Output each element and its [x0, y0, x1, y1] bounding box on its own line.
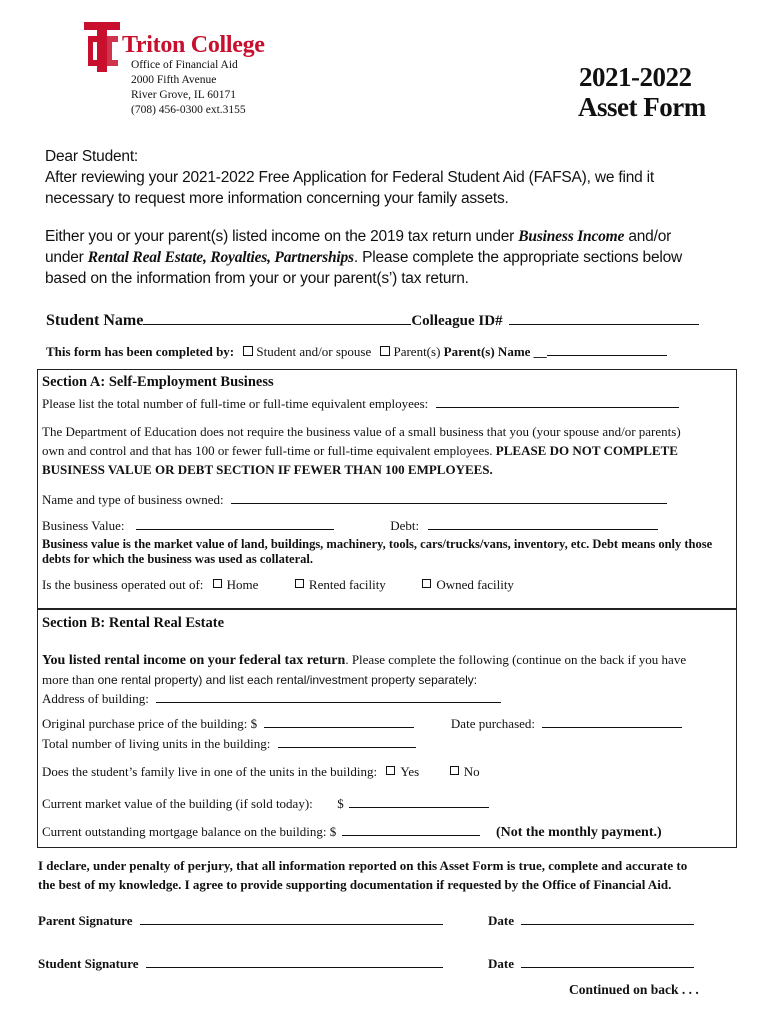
- declaration-line-1: I declare, under penalty of perjury, that all information reported on this Asset Form is true, complete and accurate to: [38, 858, 688, 873]
- department-notice: [42, 422, 732, 479]
- office-address: [131, 58, 246, 118]
- parent-signature-field[interactable]: [140, 924, 443, 925]
- colleague-id-field[interactable]: [509, 324, 699, 325]
- business-name-field[interactable]: [231, 503, 667, 504]
- completed-by-label: This form has been completed by:: [46, 344, 235, 359]
- mortgage-field[interactable]: [342, 835, 480, 836]
- mortgage-row: [42, 822, 662, 842]
- market-value-label: Current market value of the building (if sold today):: [42, 796, 313, 811]
- parent-name-field[interactable]: [547, 355, 667, 356]
- parent-name-label: Parent(s) Name __: [443, 344, 547, 359]
- continued-on-back: Continued on back . . .: [569, 982, 699, 997]
- student-signature-field[interactable]: [146, 967, 443, 968]
- section-a-box: [37, 369, 737, 609]
- operated-row: [42, 575, 514, 594]
- section-a-title: Section A: Self-Employment Business: [42, 374, 274, 390]
- value-debt-row: [42, 516, 658, 535]
- notice-bold-2: BUSINESS VALUE OR DEBT SECTION IF FEWER THAN 100 EMPLOYEES.: [42, 462, 493, 477]
- student-date-row: [488, 956, 694, 972]
- business-name-label: Name and type of business owned:: [42, 492, 224, 507]
- rented-option: Rented facility: [308, 577, 386, 592]
- rental-intro-text-2a: more than: [42, 672, 98, 687]
- yes-checkbox[interactable]: [386, 766, 395, 775]
- student-signature-label: Student Signature: [38, 956, 139, 971]
- address-row: [42, 689, 501, 708]
- rental-intro-text-2b: one rental property) and list each rental/investment property separately:: [97, 673, 478, 687]
- student-info-row: [46, 312, 699, 330]
- family-live-label: Does the student’s family live in one of the units in the building:: [42, 764, 378, 779]
- completed-by-row: [46, 344, 667, 360]
- intro-line-2: necessary to request more information concerning your family assets.: [45, 190, 509, 207]
- employees-row: [42, 394, 679, 413]
- body-text: and/or: [624, 228, 672, 245]
- home-option: Home: [226, 577, 259, 592]
- mortgage-label: Current outstanding mortgage balance on the building: $: [42, 824, 337, 839]
- section-b-title: Section B: Rental Real Estate: [42, 615, 225, 631]
- letter-body: [45, 226, 735, 289]
- notice-line-1: The Department of Education does not require the business value of a small business that you (your spouse and/or parents): [42, 424, 681, 439]
- business-value-field[interactable]: [136, 529, 334, 530]
- address-field[interactable]: [156, 702, 501, 703]
- parent-option: Parent(s): [393, 344, 441, 359]
- market-value-row: [42, 794, 489, 813]
- city-address: River Grove, IL 60171: [131, 89, 236, 101]
- declaration: [38, 856, 687, 894]
- rented-facility-checkbox[interactable]: [295, 579, 304, 588]
- body-text: under: [45, 249, 88, 266]
- colleague-id-label: Colleague ID#: [411, 313, 503, 329]
- phone-number: (708) 456-0300 ext.3155: [131, 104, 246, 116]
- student-name-field[interactable]: [143, 324, 411, 325]
- rental-intro-bold: You listed rental income on your federal tax return: [42, 653, 346, 668]
- office-name: Office of Financial Aid: [131, 59, 238, 71]
- student-signature-row: [38, 956, 443, 972]
- rental-intro: [42, 650, 732, 690]
- home-checkbox[interactable]: [213, 579, 222, 588]
- date-purchased-label: Date purchased:: [450, 716, 536, 731]
- rental-intro-text: . Please complete the following (continue on the back if you have: [345, 652, 687, 667]
- street-address: 2000 Fifth Avenue: [131, 74, 217, 86]
- student-spouse-option: Student and/or spouse: [256, 344, 372, 359]
- notice-line-2: own and control and that has 100 or fewer full-time or full-time equivalent employees.: [42, 443, 496, 458]
- address-label: Address of building:: [42, 691, 149, 706]
- market-value-field[interactable]: [349, 807, 489, 808]
- parent-date-row: [488, 913, 694, 929]
- form-year: 2021-2022: [579, 62, 692, 92]
- owned-option: Owned facility: [436, 577, 514, 592]
- owned-facility-checkbox[interactable]: [422, 579, 431, 588]
- mortgage-note: (Not the monthly payment.): [496, 825, 662, 840]
- no-option: No: [463, 764, 480, 779]
- logo-wordmark: Triton College: [122, 32, 265, 58]
- body-text: . Please complete the appropriate sections below: [353, 249, 683, 266]
- units-row: [42, 734, 416, 753]
- parent-checkbox[interactable]: [380, 346, 390, 356]
- purchase-price-field[interactable]: [264, 727, 414, 728]
- body-text: based on the information from your or your parent(s’) tax return.: [45, 270, 469, 287]
- family-live-row: [42, 762, 480, 781]
- business-income-term: Business Income: [518, 228, 625, 245]
- greeting: Dear Student:: [45, 148, 139, 165]
- yes-option: Yes: [400, 764, 420, 779]
- parent-signature-label: Parent Signature: [38, 913, 133, 928]
- definition-line-2: debts for which the business was used as collateral.: [42, 552, 313, 566]
- business-name-row: [42, 490, 667, 509]
- student-date-field[interactable]: [521, 967, 694, 968]
- units-label: Total number of living units in the building:: [42, 736, 271, 751]
- debt-field[interactable]: [428, 529, 658, 530]
- purchase-price-label: Original purchase price of the building: $: [42, 716, 258, 731]
- student-spouse-checkbox[interactable]: [243, 346, 253, 356]
- form-title: [578, 62, 706, 122]
- parent-date-field[interactable]: [521, 924, 694, 925]
- form-name: Asset Form: [578, 92, 706, 122]
- rental-term: Rental Real Estate, Royalties, Partnerships: [87, 249, 354, 266]
- declaration-line-2: the best of my knowledge. I agree to provide supporting documentation if requested by the Office of Financial Aid.: [38, 877, 672, 892]
- business-value-label: Business Value:: [42, 518, 125, 533]
- market-value-dollar: $: [337, 796, 344, 811]
- purchase-row: [42, 714, 682, 733]
- notice-bold-1: PLEASE DO NOT COMPLETE: [495, 443, 678, 458]
- employees-label: Please list the total number of full-time or full-time equivalent employees:: [42, 396, 429, 411]
- operated-label: Is the business operated out of:: [42, 577, 204, 592]
- intro-line-1: After reviewing your 2021-2022 Free Application for Federal Student Aid (FAFSA), we find it: [45, 169, 655, 186]
- debt-label: Debt:: [390, 518, 420, 533]
- triton-tc-emblem-icon: [84, 22, 120, 72]
- section-b-box: [37, 609, 737, 848]
- definition-line-1: Business value is the market value of land, buildings, machinery, tools, cars/trucks/vans, inventory, etc. Debt means only those: [42, 537, 713, 551]
- parent-signature-row: [38, 913, 443, 929]
- no-checkbox[interactable]: [450, 766, 459, 775]
- parent-date-label: Date: [488, 913, 514, 928]
- student-name-label: Student Name: [46, 312, 144, 329]
- letter-intro: [45, 146, 735, 209]
- student-date-label: Date: [488, 956, 514, 971]
- employees-field[interactable]: [436, 407, 679, 408]
- body-text: Either you or your parent(s) listed income on the 2019 tax return under: [45, 228, 519, 245]
- value-definition: [42, 537, 712, 567]
- date-purchased-field[interactable]: [542, 727, 682, 728]
- units-field[interactable]: [278, 747, 416, 748]
